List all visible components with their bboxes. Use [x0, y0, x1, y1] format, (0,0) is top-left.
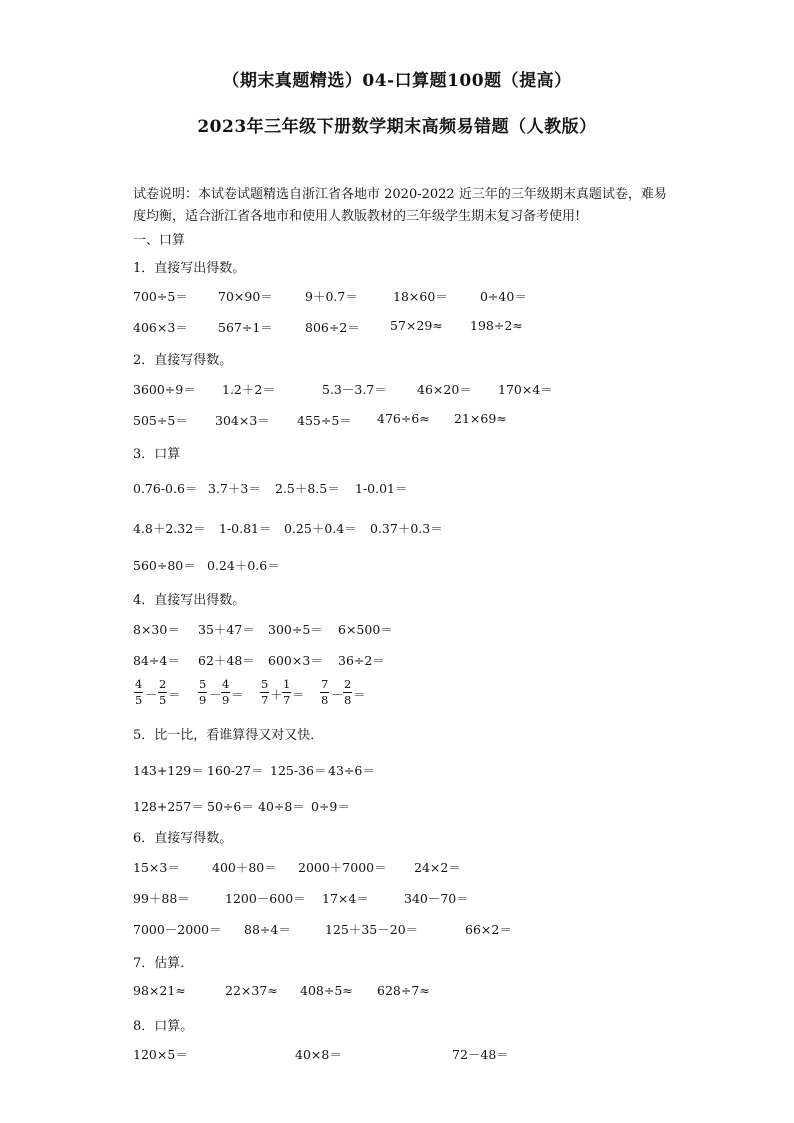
- problem: 160-27＝: [207, 763, 264, 778]
- question-1-title: 1．直接写出得数。: [133, 261, 246, 276]
- problem: 84÷4＝: [133, 653, 180, 668]
- equals-sign: ＝: [231, 687, 244, 702]
- question-3-title: 3．口算: [133, 447, 181, 462]
- problem: 700÷5＝: [133, 289, 188, 304]
- problem: 628÷7≈: [377, 983, 430, 998]
- problem: 8×30＝: [133, 622, 180, 637]
- problem: 35＋47＝: [198, 622, 255, 637]
- fraction: [260, 677, 269, 708]
- problem: 400＋80＝: [212, 860, 277, 875]
- problem: 24×2＝: [414, 860, 461, 875]
- problem: 2000＋7000＝: [298, 860, 387, 875]
- problem: 99＋88＝: [133, 891, 190, 906]
- problem: 0.37＋0.3＝: [370, 521, 443, 536]
- problem: 43÷6＝: [328, 763, 375, 778]
- denominator: 7: [261, 693, 269, 707]
- denominator: 7: [283, 693, 291, 707]
- equals-sign: ＝: [353, 687, 366, 702]
- question-8-title: 8．口算。: [133, 1019, 194, 1034]
- problem: 15×3＝: [133, 860, 180, 875]
- problem: 304×3＝: [215, 413, 270, 428]
- problem: 7000－2000＝: [133, 922, 222, 937]
- problem: 70×90＝: [218, 289, 273, 304]
- denominator: 5: [159, 693, 167, 707]
- problem: 46×20＝: [417, 382, 472, 397]
- problem: 300÷5＝: [268, 622, 323, 637]
- problem: 1.2＋2＝: [222, 382, 275, 397]
- numerator: 5: [261, 677, 269, 691]
- fraction: [221, 677, 230, 708]
- problem: 98×21≈: [133, 983, 186, 998]
- fraction: [320, 677, 329, 708]
- problem: 125＋35－20＝: [325, 922, 419, 937]
- numerator: 4: [135, 677, 143, 691]
- problem: 62＋48＝: [198, 653, 255, 668]
- fraction: [158, 677, 167, 708]
- problem: 455÷5＝: [297, 413, 352, 428]
- problem: 2.5＋8.5＝: [275, 481, 340, 496]
- problem: 0.25＋0.4＝: [284, 521, 357, 536]
- problem: 40×8＝: [295, 1047, 342, 1062]
- question-2-title: 2．直接写得数。: [133, 353, 233, 368]
- problem: 22×37≈: [225, 983, 278, 998]
- problem: 408÷5≈: [300, 983, 353, 998]
- question-5-title: 5．比一比，看谁算得又对又快．: [133, 728, 324, 743]
- problem: 476÷6≈: [377, 411, 430, 426]
- denominator: 5: [135, 693, 143, 707]
- operator: ＋: [270, 687, 283, 702]
- operator: －: [331, 687, 344, 702]
- problem: 406×3＝: [133, 320, 188, 335]
- numerator: 1: [283, 677, 291, 691]
- numerator: 4: [222, 677, 230, 691]
- problem: 340－70＝: [404, 891, 469, 906]
- problem: 36÷2＝: [338, 653, 385, 668]
- problem: 88÷4＝: [244, 922, 291, 937]
- operator: －: [209, 687, 222, 702]
- fraction: [198, 677, 207, 708]
- problem: 120×5＝: [133, 1047, 188, 1062]
- fraction: [343, 677, 352, 708]
- denominator: 9: [222, 693, 230, 707]
- question-7-title: 7．估算．: [133, 956, 194, 971]
- numerator: 2: [344, 677, 352, 691]
- section-heading: 一、口算: [133, 233, 186, 248]
- problem: 50÷6＝: [207, 799, 254, 814]
- test-description: 试卷说明：本试卷试题精选自浙江省各地市 2020-2022 近三年的三年级期末真题试卷，难易度均衡，适合浙江省各地市和使用人教版教材的三年级学生期末复习备考使用!: [133, 187, 667, 224]
- problem: 0÷40＝: [480, 289, 527, 304]
- equals-sign: ＝: [292, 687, 305, 702]
- problem: 0.24＋0.6＝: [207, 558, 280, 573]
- problem: 1200－600＝: [225, 891, 306, 906]
- problem: 170×4＝: [498, 382, 553, 397]
- title-line-2: 2023年三年级下册数学期末高频易错题（人教版）: [197, 117, 597, 137]
- denominator: 9: [199, 693, 207, 707]
- problem: 0÷9＝: [311, 799, 350, 814]
- problem: 0.76-0.6＝: [133, 481, 198, 496]
- problem: 21×69≈: [454, 411, 507, 426]
- equals-sign: ＝: [168, 687, 181, 702]
- question-6-title: 6．直接写得数。: [133, 831, 233, 846]
- question-4-title: 4．直接写出得数。: [133, 593, 246, 608]
- denominator: 8: [321, 693, 329, 707]
- problem: 17×4＝: [322, 891, 369, 906]
- problem: 1-0.01＝: [355, 481, 408, 496]
- numerator: 5: [199, 677, 207, 691]
- problem: 143+129＝: [133, 763, 204, 778]
- problem: 128+257＝: [133, 799, 204, 814]
- operator: －: [145, 687, 158, 702]
- fraction: [282, 677, 291, 708]
- problem: 198÷2≈: [470, 318, 523, 333]
- problem: 1-0.81＝: [219, 521, 272, 536]
- problem: 600×3＝: [268, 653, 323, 668]
- problem: 125-36＝: [270, 763, 327, 778]
- problem: 57×29≈: [390, 318, 443, 333]
- problem: 560÷80＝: [133, 558, 196, 573]
- problem: 3.7＋3＝: [208, 481, 261, 496]
- problem: 66×2＝: [465, 922, 512, 937]
- problem: 40÷8＝: [258, 799, 305, 814]
- problem: 4.8＋2.32＝: [133, 521, 206, 536]
- problem: 72－48＝: [452, 1047, 509, 1062]
- title-line-1: （期末真题精选）04-口算题100题（提高）: [222, 71, 572, 91]
- problem: 505÷5＝: [133, 413, 188, 428]
- problem: 5.3－3.7＝: [322, 382, 387, 397]
- numerator: 2: [159, 677, 167, 691]
- numerator: 7: [321, 677, 329, 691]
- problem: 3600÷9＝: [133, 382, 196, 397]
- problem: 806÷2＝: [305, 320, 360, 335]
- denominator: 8: [344, 693, 352, 707]
- problem: 567÷1＝: [218, 320, 273, 335]
- problem: 18×60＝: [393, 289, 448, 304]
- problem: 6×500＝: [338, 622, 393, 637]
- fraction: [134, 677, 143, 708]
- problem: 9＋0.7＝: [305, 289, 358, 304]
